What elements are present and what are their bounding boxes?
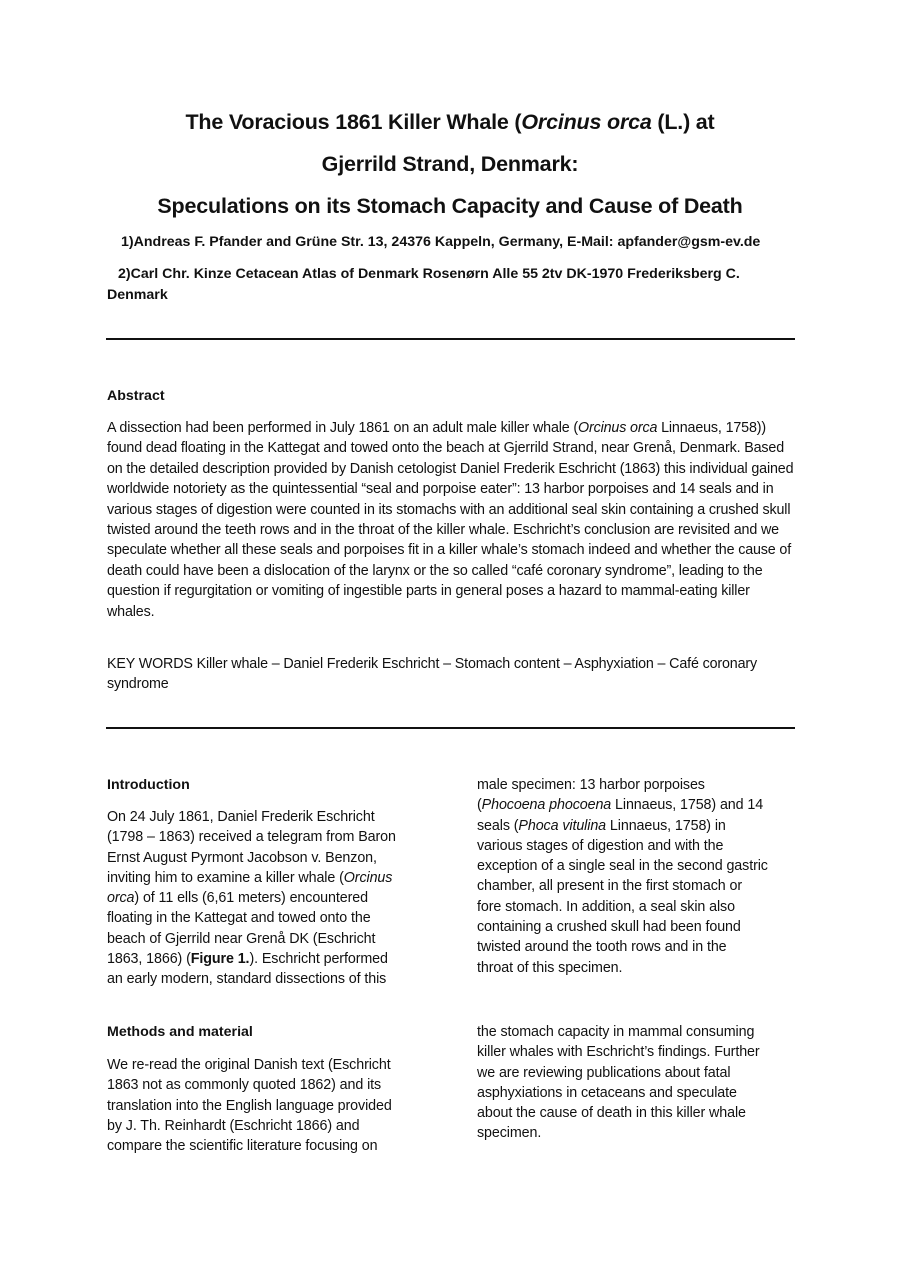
abstract-text: Linnaeus, 1758)) found dead floating in the Kattegat and towed onto the beach at Gjerrild Strand, near Grenå, Denmark. Based on the detailed description provided by Danish cetologist Daniel Frederik Eschricht (1863) this individual gained worldwide notoriety as the quintessential “seal and porpoise eater”: 13 harbor porpoises and 14 seals and in various stages of digestion were counted in its stomachs with an additional seal skin containing a crushed skull twisted around the teeth rows and in the throat of the killer whale. Eschricht’s conclusion are revisited and we speculate whether all these seals and porpoises fit in a killer whale’s stomach indeed and whether the cause of death could have been a dislocation of the larynx or the so called “café coronary syndrome”, leading to the question if regurgitation or vomiting of ingestible parts in general poses a hazard to mammal-eating killer whales. <box>107 420 794 620</box>
title-line-3: Speculations on its Stomach Capacity and Cause of Death <box>157 194 743 218</box>
author-2-affiliation: 2)Carl Chr. Kinze Cetacean Atlas of Denmark Rosenørn Alle 55 2tv DK-1970 Frederiksberg C. <box>118 266 740 282</box>
text-line: We re-read the original Danish text (Eschricht <box>107 1057 391 1073</box>
text-line <box>477 795 799 815</box>
title-line-2: Gjerrild Strand, Denmark: <box>321 152 579 176</box>
text-line: chamber, all present in the first stomach or <box>477 878 742 895</box>
text-line: throat of this specimen. <box>477 959 623 976</box>
horizontal-rule-top <box>106 338 795 340</box>
text-span: ) of 11 ells (6,61 meters) encountered <box>134 890 368 907</box>
text-line: exception of a single seal in the second gastric <box>477 858 768 875</box>
text-line: translation into the English language provided <box>107 1097 392 1114</box>
author-2-affiliation-cont: Denmark <box>107 287 168 303</box>
abstract-species-italic: Orcinus orca <box>578 420 658 436</box>
author-1-affiliation: 1)Andreas F. Pfander and Grüne Str. 13, 24376 Kappeln, Germany, E-Mail: apfander@gsm-ev.de <box>121 234 761 250</box>
text-line: (1798 – 1863) received a telegram from Baron <box>107 829 396 846</box>
text-line <box>107 888 425 908</box>
text-line: about the cause of death in this killer whale <box>477 1105 746 1122</box>
text-span: ( <box>477 797 482 814</box>
text-line: fore stomach. In addition, a seal skin also <box>477 898 735 915</box>
text-line: killer whales with Eschricht’s findings. Further <box>477 1044 760 1061</box>
figure-reference[interactable]: Figure 1. <box>190 951 250 968</box>
text-span: inviting him to examine a killer whale ( <box>107 869 344 886</box>
methods-right-column <box>477 1022 799 1144</box>
text-line: 1863 not as commonly quoted 1862) and its <box>107 1077 382 1094</box>
species-italic: Orcinus <box>343 869 393 886</box>
horizontal-rule-bottom <box>106 727 795 729</box>
text-line: floating in the Kattegat and towed onto the <box>107 910 371 927</box>
text-line <box>477 816 799 836</box>
title-text: (L.) at <box>651 110 715 134</box>
text-line <box>107 868 425 888</box>
text-span: Linnaeus, 1758) and 14 <box>611 797 764 814</box>
text-line: an early modern, standard dissections of this <box>107 971 387 988</box>
keywords: KEY WORDS Killer whale – Daniel Frederik Eschricht – Stomach content – Asphyxiation – Café coronary syndrome <box>107 656 757 693</box>
abstract-text: A dissection had been performed in July 1861 on an adult male killer whale ( <box>107 420 579 436</box>
text-line: containing a crushed skull had been found <box>477 919 741 936</box>
title-line-1 <box>0 109 900 135</box>
text-span: Linnaeus, 1758) in <box>606 817 726 834</box>
title-species-italic: Orcinus orca <box>521 110 652 134</box>
methods-heading: Methods and material <box>107 1024 253 1040</box>
text-line: asphyxiations in cetaceans and speculate <box>477 1084 737 1101</box>
text-line: On 24 July 1861, Daniel Frederik Eschricht <box>107 809 375 825</box>
text-line <box>107 949 425 969</box>
text-line: various stages of digestion and with the <box>477 837 724 854</box>
species-italic: Phocoena phocoena <box>481 797 612 814</box>
introduction-heading: Introduction <box>107 777 190 793</box>
text-line: twisted around the tooth rows and in the <box>477 939 727 956</box>
text-line: we are reviewing publications about fatal <box>477 1064 731 1081</box>
species-italic: orca <box>107 890 135 907</box>
introduction-right-column <box>477 775 799 978</box>
text-line: specimen. <box>477 1125 542 1142</box>
text-line: male specimen: 13 harbor porpoises <box>477 777 705 793</box>
text-line: the stomach capacity in mammal consuming <box>477 1024 755 1040</box>
abstract-body <box>107 418 797 622</box>
text-span: seals ( <box>477 817 519 834</box>
text-line: beach of Gjerrild near Grenå DK (Eschricht <box>107 930 376 947</box>
text-span: ). Eschricht performed <box>249 951 388 968</box>
methods-left-column <box>107 1055 425 1156</box>
species-italic: Phoca vitulina <box>518 817 607 834</box>
title-text: The Voracious 1861 Killer Whale ( <box>185 110 522 134</box>
text-line: by J. Th. Reinhardt (Eschricht 1866) and <box>107 1117 360 1134</box>
text-line: Ernst August Pyrmont Jacobson v. Benzon, <box>107 849 377 866</box>
abstract-heading: Abstract <box>107 388 165 404</box>
introduction-left-column <box>107 807 425 990</box>
text-line: compare the scientific literature focusing on <box>107 1138 378 1155</box>
text-span: 1863, 1866) ( <box>107 951 191 968</box>
